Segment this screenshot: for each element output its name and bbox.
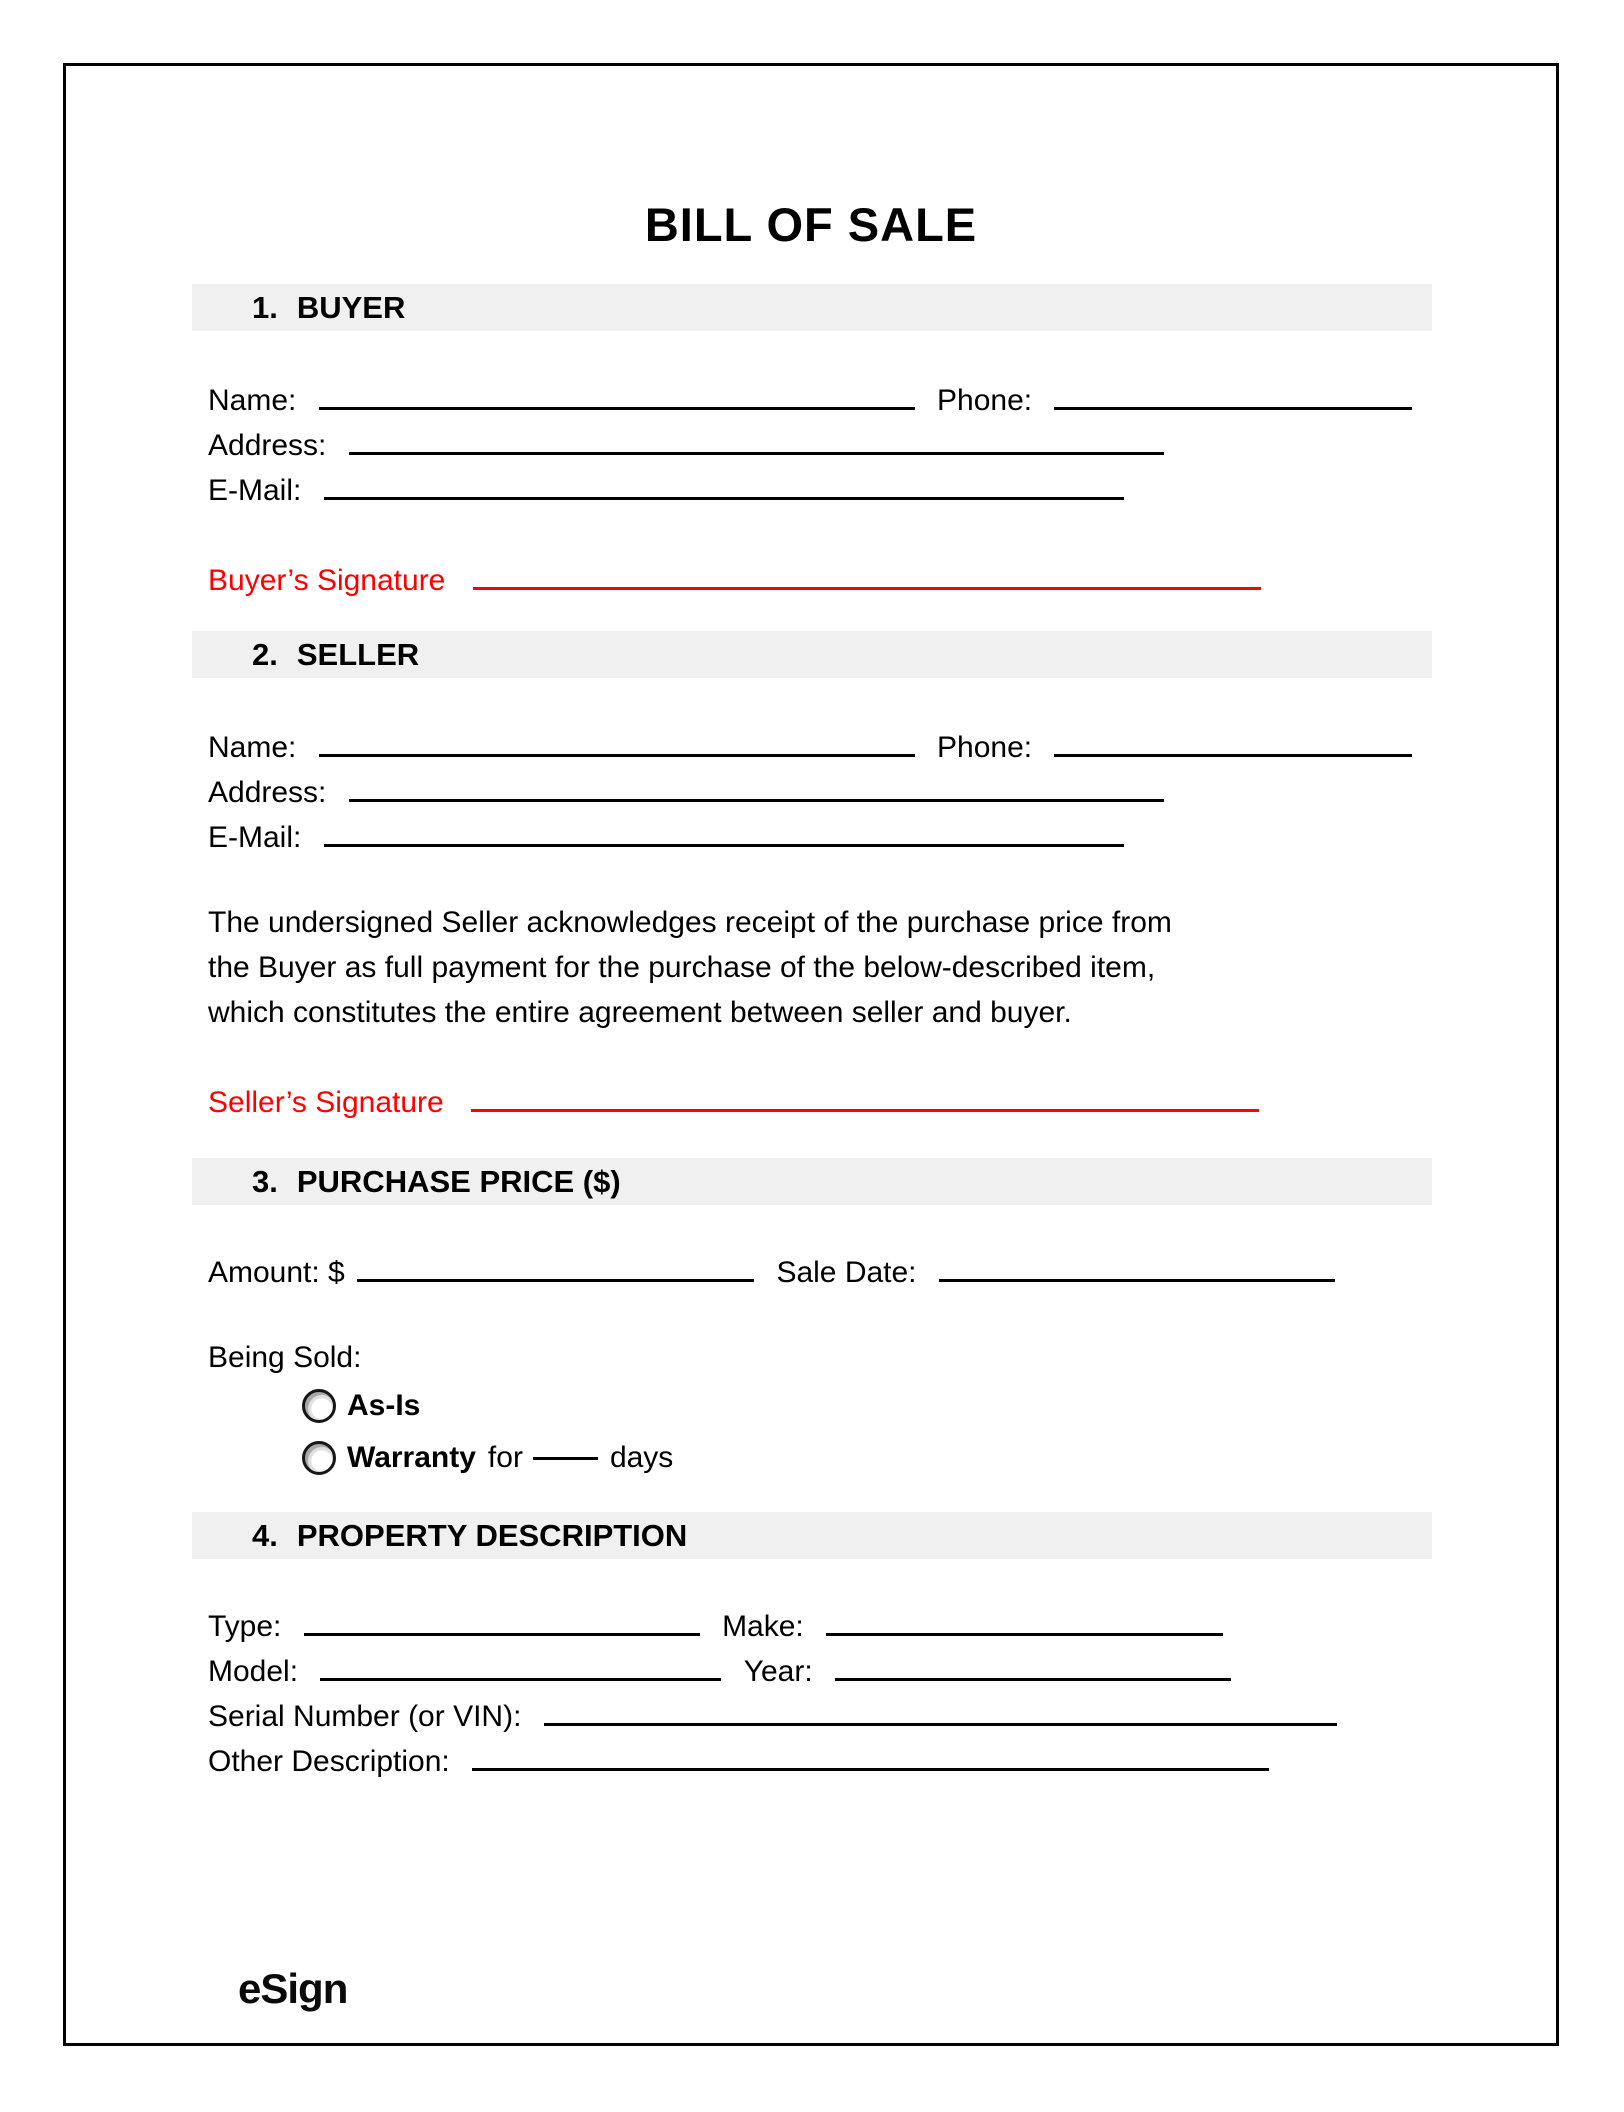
page-title: BILL OF SALE xyxy=(644,198,978,251)
warranty-days-input-line[interactable] xyxy=(533,1457,598,1460)
other-description-row xyxy=(208,1739,1556,1784)
warranty-label: Warranty xyxy=(347,1441,476,1474)
model-year-row xyxy=(208,1649,1556,1694)
section-number: 2. xyxy=(252,636,278,672)
seller-signature-row xyxy=(208,1080,1556,1125)
make-input-line[interactable] xyxy=(826,1633,1223,1636)
buyer-phone-input-line[interactable] xyxy=(1054,407,1412,410)
serial-row xyxy=(208,1694,1556,1739)
warranty-days-text: days xyxy=(609,1441,674,1474)
buyer-name-input-line[interactable] xyxy=(319,407,915,410)
section-header-purchase-price xyxy=(192,1158,1432,1205)
make-label: Make: xyxy=(722,1610,804,1643)
model-label: Model: xyxy=(208,1655,299,1688)
section-title: BUYER xyxy=(296,289,406,325)
seller-address-input-line[interactable] xyxy=(349,799,1164,802)
type-make-row xyxy=(208,1604,1556,1649)
paragraph-line: the Buyer as full payment for the purchase of the below-described item, xyxy=(208,951,1156,984)
buyer-email-label: E-Mail: xyxy=(208,474,302,507)
seller-address-label: Address: xyxy=(208,776,327,809)
section-title: PROPERTY DESCRIPTION xyxy=(296,1517,688,1553)
model-input-line[interactable] xyxy=(320,1678,721,1681)
buyer-address-input-line[interactable] xyxy=(349,452,1164,455)
seller-address-row xyxy=(208,770,1556,815)
sale-date-label: Sale Date: xyxy=(776,1256,917,1289)
seller-phone-label: Phone: xyxy=(937,731,1033,764)
seller-name-row xyxy=(208,725,1556,770)
section-title: PURCHASE PRICE ($) xyxy=(296,1163,621,1199)
amount-label: Amount: $ xyxy=(208,1256,345,1289)
buyer-address-label: Address: xyxy=(208,429,327,462)
seller-email-input-line[interactable] xyxy=(324,844,1124,847)
buyer-address-row xyxy=(208,423,1556,468)
buyer-name-label: Name: xyxy=(208,384,297,417)
seller-signature-line[interactable] xyxy=(471,1109,1259,1112)
property-fields xyxy=(66,1604,1556,1784)
buyer-name-row xyxy=(208,378,1556,423)
serial-label: Serial Number (or VIN): xyxy=(208,1700,522,1733)
section-number: 3. xyxy=(252,1163,278,1199)
warranty-for-text: for xyxy=(487,1441,523,1474)
section-header-buyer xyxy=(192,284,1432,331)
warranty-radio-button[interactable] xyxy=(302,1441,336,1475)
as-is-label: As-Is xyxy=(347,1389,421,1422)
serial-input-line[interactable] xyxy=(544,1723,1337,1726)
buyer-email-input-line[interactable] xyxy=(324,497,1124,500)
type-input-line[interactable] xyxy=(304,1633,700,1636)
paragraph-line: which constitutes the entire agreement between seller and buyer. xyxy=(208,996,1072,1029)
as-is-radio-button[interactable] xyxy=(302,1389,336,1423)
section-header-seller xyxy=(192,631,1432,678)
buyer-signature-row xyxy=(208,558,1556,603)
buyer-fields xyxy=(66,378,1556,513)
section-header-property-description xyxy=(192,1512,1432,1559)
seller-phone-input-line[interactable] xyxy=(1054,754,1412,757)
being-sold-row xyxy=(208,1335,1556,1380)
seller-email-row xyxy=(208,815,1556,860)
esign-logo: eSign xyxy=(238,1965,348,2012)
sale-date-input-line[interactable] xyxy=(939,1279,1335,1282)
year-input-line[interactable] xyxy=(835,1678,1231,1681)
buyer-email-row xyxy=(208,468,1556,513)
seller-fields xyxy=(66,725,1556,860)
type-label: Type: xyxy=(208,1610,282,1643)
other-description-label: Other Description: xyxy=(208,1745,450,1778)
section-number: 1. xyxy=(252,289,278,325)
being-sold-label: Being Sold: xyxy=(208,1341,362,1374)
buyer-signature-label: Buyer’s Signature xyxy=(208,564,446,597)
seller-signature-label: Seller’s Signature xyxy=(208,1086,444,1119)
year-label: Year: xyxy=(743,1655,813,1688)
other-description-input-line[interactable] xyxy=(472,1768,1269,1771)
section-number: 4. xyxy=(252,1517,278,1553)
buyer-signature-line[interactable] xyxy=(473,587,1261,590)
seller-acknowledgment-paragraph xyxy=(208,900,1556,1035)
seller-name-label: Name: xyxy=(208,731,297,764)
seller-email-label: E-Mail: xyxy=(208,821,302,854)
amount-row xyxy=(208,1250,1556,1295)
buyer-phone-label: Phone: xyxy=(937,384,1033,417)
paragraph-line: The undersigned Seller acknowledges receipt of the purchase price from xyxy=(208,906,1172,939)
amount-input-line[interactable] xyxy=(357,1279,754,1282)
option-as-is-row xyxy=(302,1380,1556,1432)
seller-name-input-line[interactable] xyxy=(319,754,915,757)
option-warranty-row xyxy=(302,1432,1556,1484)
bill-of-sale-page xyxy=(63,63,1559,2046)
section-title: SELLER xyxy=(296,636,420,672)
